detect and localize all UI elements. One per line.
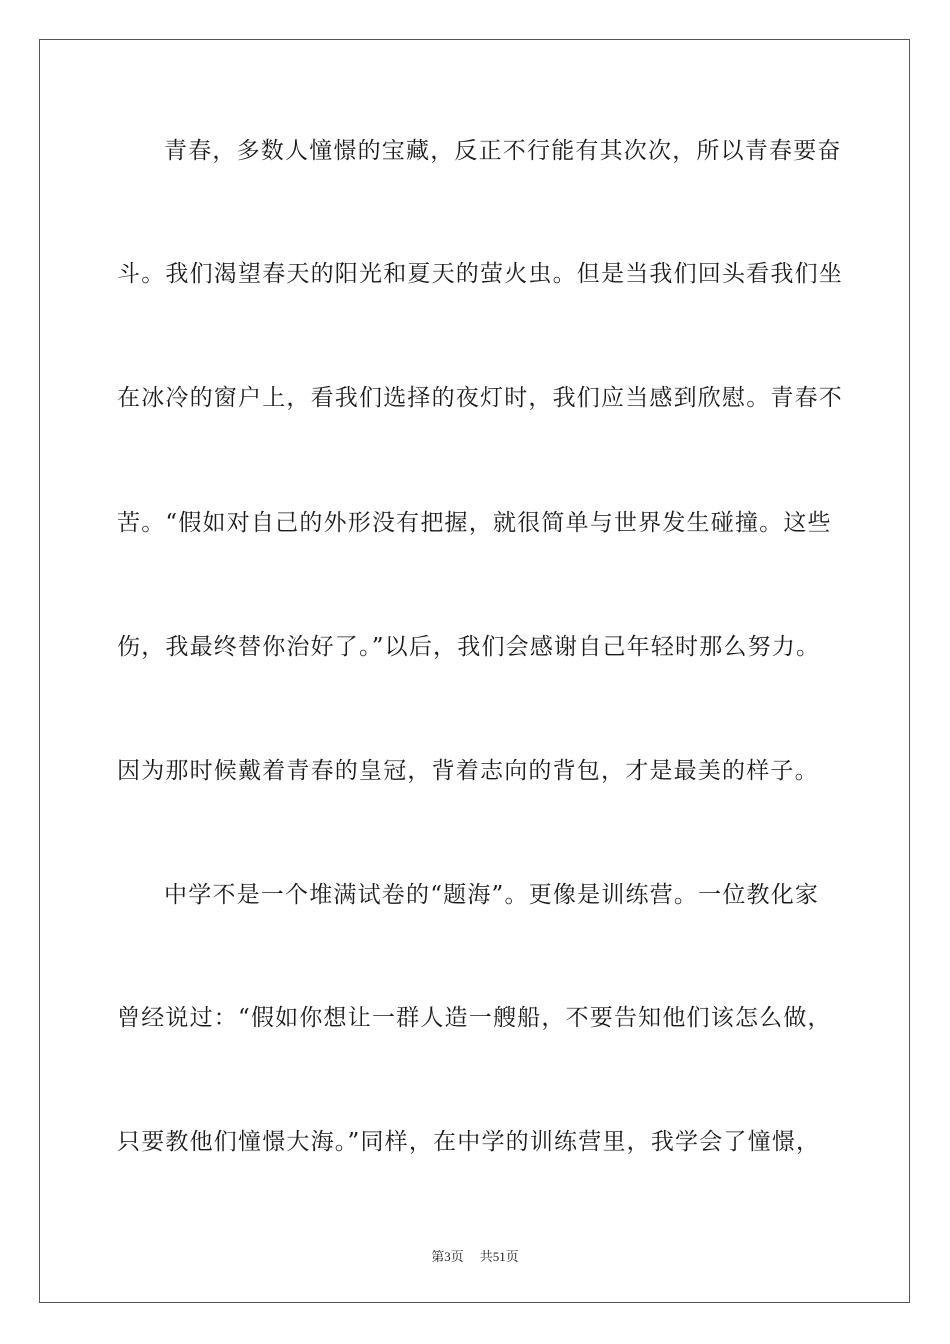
total-pages: 共51页 (479, 1249, 519, 1264)
paragraph-1-line-5: 伤，我最终替你治好了。”以后，我们会感谢自己年轻时那么努力。 (117, 634, 821, 660)
page-border (39, 39, 910, 1303)
paragraph-1-line-4: 苦。“假如对自己的外形没有把握，就很简单与世界发生碰撞。这些 (117, 510, 832, 536)
page-footer (0, 1246, 950, 1265)
paragraph-1-line-2: 斗。我们渴望春天的阳光和夏天的萤火虫。但是当我们回头看我们坐 (117, 261, 843, 287)
paragraph-1-line-6: 因为那时候戴着青春的皇冠，背着志向的背包，才是最美的样子。 (117, 758, 819, 784)
paragraph-1-line-1: 青春，多数人憧憬的宝藏，反正不行能有其次次，所以青春要奋 (164, 138, 842, 164)
paragraph-2-line-2: 曾经说过：“假如你想让一群人造一艘船，不要告知他们该怎么做， (117, 1005, 832, 1031)
paragraph-2-line-1: 中学不是一个堆满试卷的“题海”。更像是训练营。一位教化家 (164, 882, 820, 908)
paragraph-2-line-3: 只要教他们憧憬大海。”同样，在中学的训练营里，我学会了憧憬， (117, 1129, 821, 1155)
page-number: 第3页 (431, 1249, 464, 1264)
paragraph-1-line-3: 在冰冷的窗户上，看我们选择的夜灯时，我们应当感到欣慰。青春不 (117, 385, 843, 411)
